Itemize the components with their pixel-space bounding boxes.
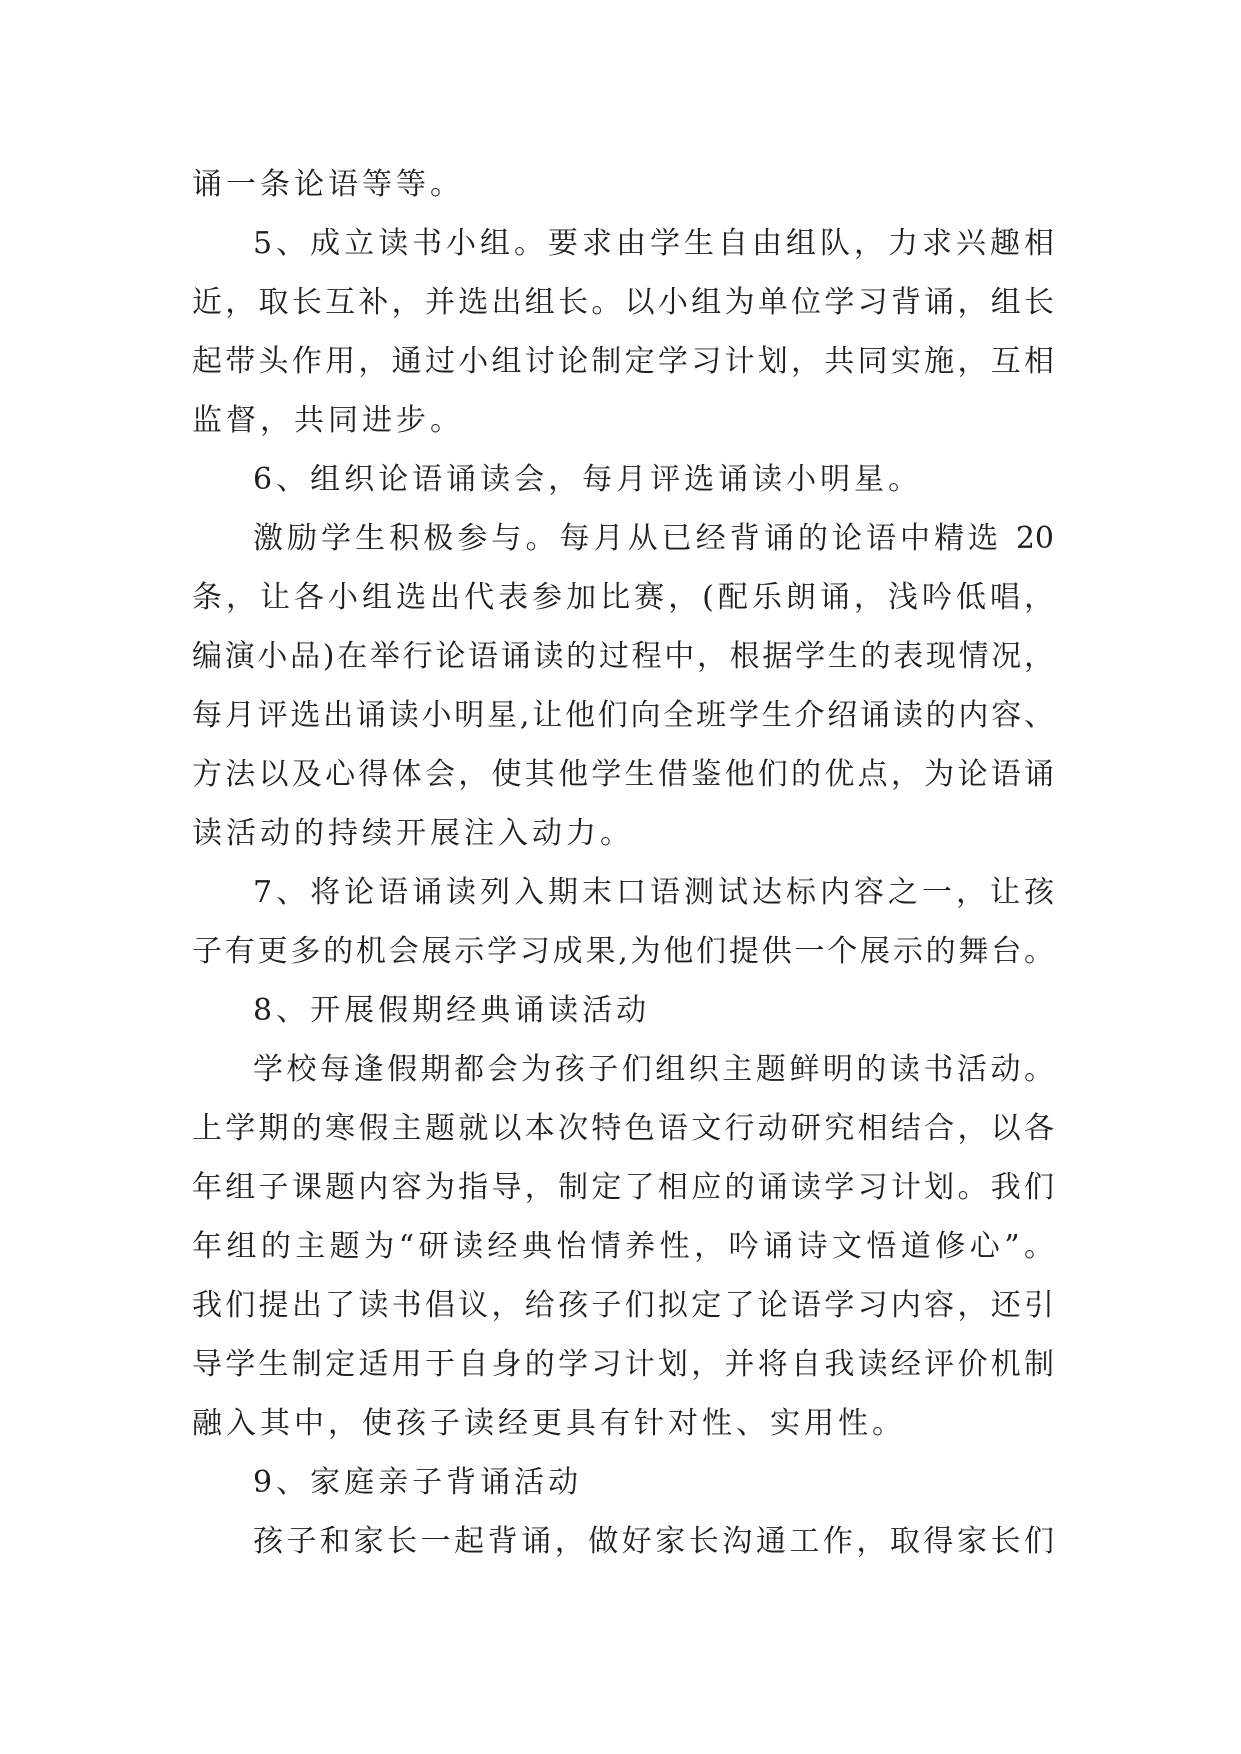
text-line: 6、组织论语诵读会，每月评选诵读小明星。 [253,462,923,497]
text-line: 诵一条论语等等。 [192,167,464,202]
text-line: 学校每逢假期都会为孩子们组织主题鲜明的读书活动。 [253,1052,1054,1087]
text-line: 导学生制定适用于自身的学习计划，并将自我读经评价机制 [192,1347,1054,1382]
text-line: 激励学生积极参与。每月从已经背诵的论语中精选 20 [253,521,1054,556]
text-line: 年组子课题内容为指导，制定了相应的诵读学习计划。我们 [192,1170,1054,1205]
text-line: 5、成立读书小组。要求由学生自由组队，力求兴趣相 [253,226,1054,261]
text-line: 7、将论语诵读列入期末口语测试达标内容之一，让孩 [253,875,1054,910]
text-line: 编演小品)在举行论语诵读的过程中，根据学生的表现情况， [192,639,1054,674]
document-body [192,155,1054,1571]
text-line: 孩子和家长一起背诵，做好家长沟通工作，取得家长们 [253,1524,1054,1559]
text-line: 融入其中，使孩子读经更具有针对性、实用性。 [192,1406,906,1441]
text-line: 上学期的寒假主题就以本次特色语文行动研究相结合，以各 [192,1111,1054,1146]
text-line: 年组的主题为“研读经典怡情养性，吟诵诗文悟道修心”。 [192,1229,1054,1264]
text-line: 读活动的持续开展注入动力。 [192,816,634,851]
text-line: 近，取长互补，并选出组长。以小组为单位学习背诵，组长 [192,285,1054,320]
text-line: 监督，共同进步。 [192,403,464,438]
text-line: 8、开展假期经典诵读活动 [253,993,651,1028]
text-line: 子有更多的机会展示学习成果,为他们提供一个展示的舞台。 [192,934,1054,969]
text-line: 我们提出了读书倡议，给孩子们拟定了论语学习内容，还引 [192,1288,1054,1323]
text-line: 每月评选出诵读小明星,让他们向全班学生介绍诵读的内容、 [192,698,1054,733]
text-line: 方法以及心得体会，使其他学生借鉴他们的优点，为论语诵 [192,757,1054,792]
text-line: 9、家庭亲子背诵活动 [253,1465,583,1500]
text-line: 起带头作用，通过小组讨论制定学习计划，共同实施，互相 [192,344,1054,379]
text-line: 条，让各小组选出代表参加比赛，(配乐朗诵，浅吟低唱， [192,580,1054,615]
